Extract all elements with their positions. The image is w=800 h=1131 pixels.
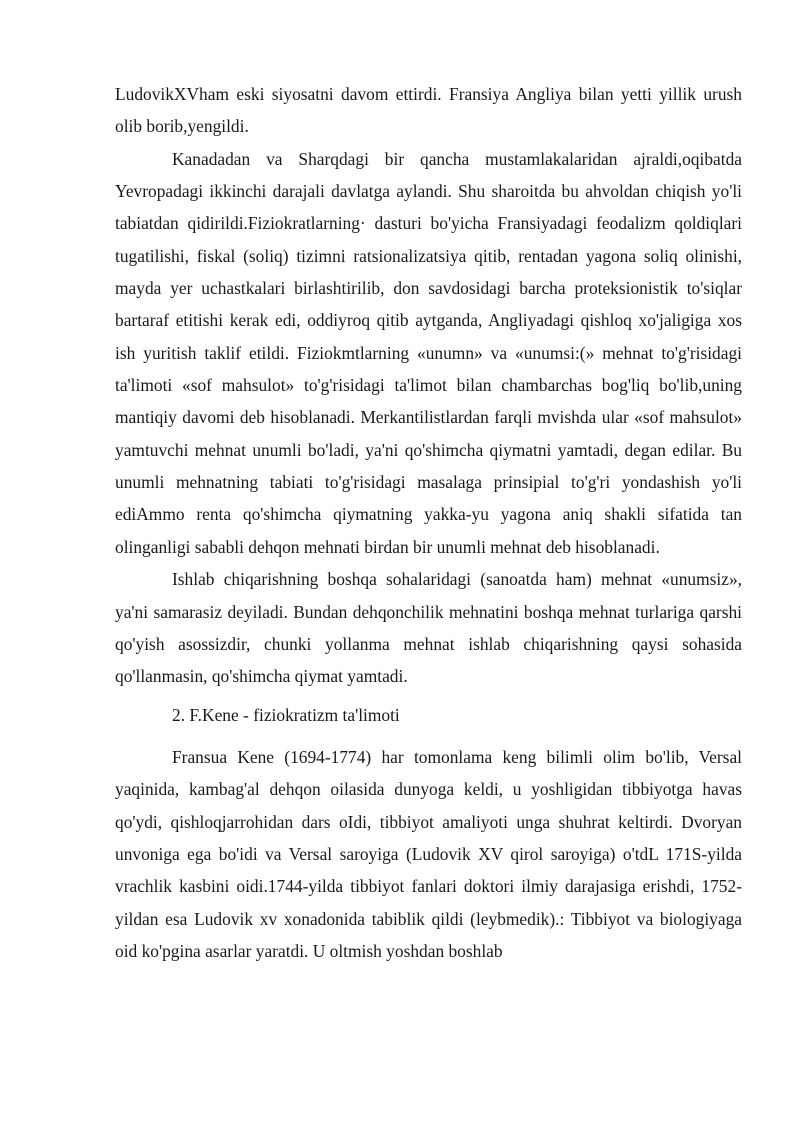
document-body bbox=[115, 78, 742, 967]
paragraph-physiocrats-program: Kanadadan va Sharqdagi bir qancha mustamlakalaridan ajraldi,oqibatda Yevropadagi ikkinchi darajali davlatga aylandi. Shu sharoitda bu ahvoldan chiqish yo'li tabiatdan qidirildi.Fiziokratlarning· dasturi bo'yicha Fransiyadagi feodalizm qoldiqlari tugatilishi, fiskal (soliq) tizimni ratsionalizatsiya qitib, rentadan yagona soliq olinishi, mayda yer uchastkalari birlashtirilib, don savdosidagi barcha proteksionistik to'siqlar bartaraf etitishi kerak edi, oddiyroq qitib aytganda, Angliyadagi qishloq xo'jaligiga xos ish yuritish taklif etildi. Fiziokmtlarning «unumn» va «unumsi:(» mehnat to'g'risidagi ta'limoti «sof mahsulot» to'g'risidagi ta'limot bilan chambarchas bog'liq bo'lib,uning mantiqiy davomi deb hisoblanadi. Merkantilistlardan farqli mvishda ular «sof mahsulot» yamtuvchi mehnat unumli bo'ladi, ya'ni qo'shimcha qiymatni yamtadi, degan edilar. Bu unumli mehnatning tabiati to'g'risidagi masalaga prinsipial to'g'ri yondashish yo'li ediAmmo renta qo'shimcha qiymatning yakka-yu yagona aniq shakli sifatida tan olinganligi sababli dehqon mehnati birdan bir unumli mehnat deb hisoblanadi. bbox=[115, 148, 742, 557]
section-heading: 2. F.Kene - fiziokratizm ta'limoti bbox=[172, 704, 400, 725]
paragraph-continuation: LudovikXVham eski siyosatni davom ettirdi. Fransiya Angliya bilan yetti yillik urush olib borib,yengildi. bbox=[115, 84, 742, 137]
paragraph-unproductive-labor: Ishlab chiqarishning boshqa sohalaridagi (sanoatda ham) mehnat «unumsiz», ya'ni samarasiz deyiladi. Bundan dehqonchilik mehnatini boshqa mehnat turlariga qarshi qo'yish asossizdir, chunki yollanma mehnat ishlab chiqarishning qaysi sohasida qo'llanmasin, qo'shimcha qiymat yamtadi. bbox=[115, 569, 742, 687]
paragraph-quesnay-biography: Fransua Kene (1694-1774) har tomonlama keng bilimli olim bo'lib, Versal yaqinida, kambag'al dehqon oilasida dunyoga keldi, u yoshligidan tibbiyotga havas qo'ydi, qishloqjarrohidan dars oIdi, tibbiyot amaliyoti unga shuhrat keltirdi. Dvoryan unvoniga ega bo'idi va Versal saroyiga (Ludovik XV qirol saroyiga) o'tdL 171S-yilda vrachlik kasbini oidi.1744-yilda tibbiyot fanlari doktori ilmiy darajasiga erishdi, 1752-yildan esa Ludovik xv xonadonida tabiblik qildi (leybmedik).: Tibbiyot va biologiyaga oid ko'pgina asarlar yaratdi. U oltmish yoshdan boshlab bbox=[115, 746, 742, 961]
